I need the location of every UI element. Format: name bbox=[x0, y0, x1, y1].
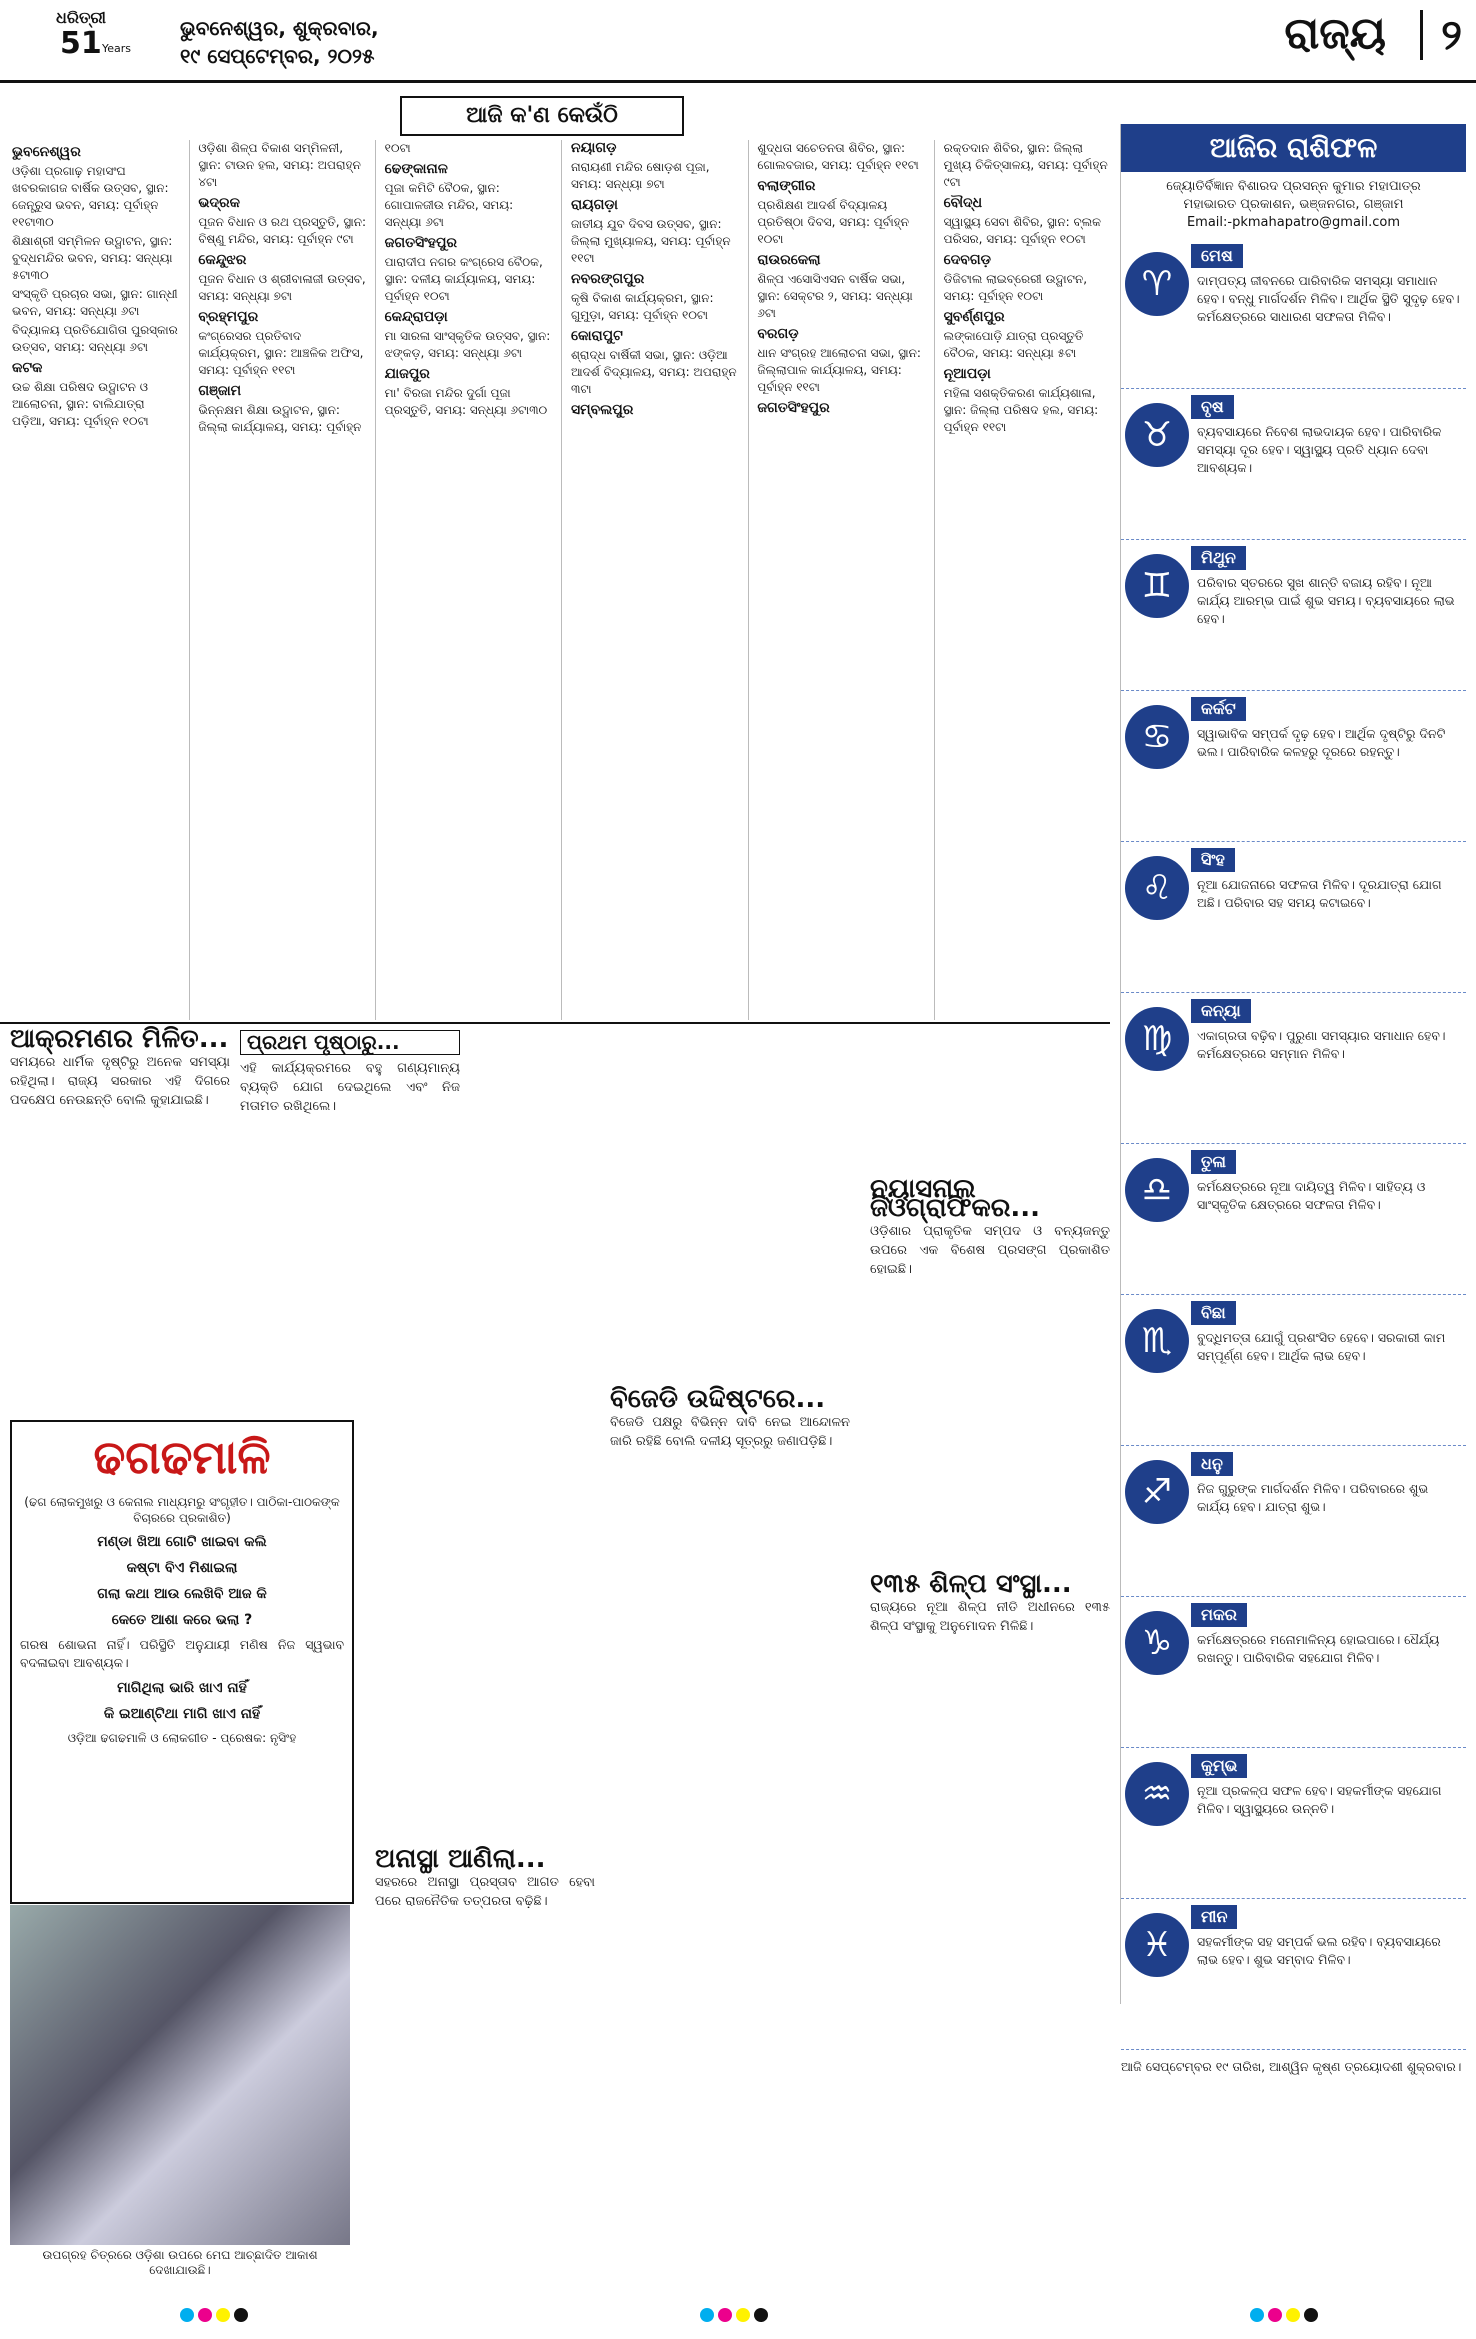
event-city-heading: କଟକ bbox=[12, 360, 43, 376]
rashi-prediction: ସ୍ୱାଭାବିକ ସମ୍ପର୍କ ଦୃଢ଼ ହେବ। ଆର୍ଥିକ ଦୃଷ୍ଟିରୁ ଦିନଟି ଭଲ। ପାରିବାରିକ କଳହରୁ ଦୂରରେ ରହନ୍ତୁ। bbox=[1197, 726, 1446, 759]
registration-dot bbox=[700, 2308, 714, 2322]
rashi-sign bbox=[1121, 842, 1466, 993]
rashi-sign bbox=[1121, 1446, 1466, 1597]
event-item: ନାରାୟଣୀ ମନ୍ଦିର ଷୋଡ଼ଶ ପୂଜା, ସମୟ: ସନ୍ଧ୍ୟା ୭ଟା bbox=[570, 160, 710, 191]
event-city-heading: ବଲାଙ୍ଗୀର bbox=[757, 178, 816, 194]
dateline-date: ୧୯ ସେପ୍ଟେମ୍ବର, ୨୦୨୫ bbox=[180, 44, 375, 68]
event-city-heading: ଜଗତସିଂହପୁର bbox=[384, 235, 458, 251]
event-item: ମହିଳା ସଶକ୍ତିକରଣ କାର୍ଯ୍ୟଶାଳା, ସ୍ଥାନ: ଜିଲ୍ଲା ପରିଷଦ ହଲ, ସମୟ: ପୂର୍ବାହ୍ନ ୧୧ଟା bbox=[943, 386, 1099, 434]
logo-name: ଧରିତ୍ରୀ bbox=[56, 8, 106, 27]
event-city-heading: ଦେବଗଡ଼ bbox=[943, 252, 991, 268]
rashi-name: ମିଥୁନ bbox=[1191, 546, 1246, 570]
rashi-prediction: ପରିବାର ସ୍ତରରେ ସୁଖ ଶାନ୍ତି ବଜାୟ ରହିବ। ନୂଆ କାର୍ଯ୍ୟ ଆରମ୍ଭ ପାଇଁ ଶୁଭ ସମୟ। ବ୍ୟବସାୟରେ ଲାଭ ହେବ। bbox=[1197, 575, 1455, 626]
rashi-prediction: ଦାମ୍ପତ୍ୟ ଜୀବନରେ ପାରିବାରିକ ସମସ୍ୟା ସମାଧାନ ହେବ। ବନ୍ଧୁ ମାର୍ଗଦର୍ଶନ ମିଳିବ। ଆର୍ଥିକ ସ୍ଥିତି ସୁଦୃଢ଼ ହେବ। କର୍ମକ୍ଷେତ୍ରରେ ସାଧାରଣ ସଫଳତା ମିଳିବ। bbox=[1197, 273, 1460, 324]
page-number: ୨ bbox=[1420, 10, 1462, 60]
event-city-heading: ବ୍ରହ୍ମପୁର bbox=[198, 309, 259, 325]
weather-satellite-image bbox=[10, 1905, 350, 2245]
event-item: ଶିଳ୍ପ ଏସୋସିଏସନ ବାର୍ଷିକ ସଭା, ସ୍ଥାନ: ସେକ୍ଟର ୨, ସମୟ: ସନ୍ଧ୍ୟା ୬ଟା bbox=[757, 272, 913, 320]
event-item: ଭିନ୍ନକ୍ଷମ ଶିକ୍ଷା ଉଦ୍ଘାଟନ, ସ୍ଥାନ: ଜିଲ୍ଲା କାର୍ଯ୍ୟାଳୟ, ସମୟ: ପୂର୍ବାହ୍ନ ୧୦ଟା bbox=[198, 141, 411, 434]
registration-dot bbox=[180, 2308, 194, 2322]
event-item: କୃଷି ବିକାଶ କାର୍ଯ୍ୟକ୍ରମ, ସ୍ଥାନ: ଗୁମୁଡ଼ା, ସମୟ: ପୂର୍ବାହ୍ନ ୧୦ଟା bbox=[570, 291, 714, 322]
rashifal-author-name: ଜ୍ୟୋତିର୍ବିଜ୍ଞାନ ବିଶାରଦ ପ୍ରସନ୍ନ କୁମାର ମହାପାତ୍ର bbox=[1166, 179, 1421, 194]
zodiac-icon: ♍ bbox=[1125, 1007, 1189, 1071]
story-body: ଏହି କାର୍ଯ୍ୟକ୍ରମରେ ବହୁ ଗଣ୍ୟମାନ୍ୟ ବ୍ୟକ୍ତି ଯୋଗ ଦେଇଥିଲେ ଏବଂ ନିଜ ମତାମତ ରଖିଥିଲେ। bbox=[240, 1061, 460, 1114]
event-item: ଶ୍ରାଦ୍ଧ ବାର୍ଷିକୀ ସଭା, ସ୍ଥାନ: ଓଡ଼ିଆ ଆଦର୍ଶ ବିଦ୍ୟାଳୟ, ସମୟ: ଅପରାହ୍ନ ୩ଟା bbox=[570, 348, 737, 396]
story-headline: ବିଜେଡି ଉଦ୍ଦିଷ୍ଟରେ... bbox=[610, 1384, 826, 1414]
event-item: ମା' ବିରଜା ମନ୍ଦିର ଦୁର୍ଗା ପୂଜା ପ୍ରସ୍ତୁତି, ସମୟ: ସନ୍ଧ୍ୟା ୬ଟା୩୦ bbox=[384, 386, 548, 417]
registration-dot bbox=[736, 2308, 750, 2322]
rashi-prediction: ସହକର୍ମୀଙ୍କ ସହ ସମ୍ପର୍କ ଭଲ ରହିବ। ବ୍ୟବସାୟରେ ଲାଭ ହେବ। ଶୁଭ ସମ୍ବାଦ ମିଳିବ। bbox=[1197, 1934, 1441, 1967]
rashi-sign bbox=[1121, 1295, 1466, 1446]
rashi-name: ସିଂହ bbox=[1191, 848, 1235, 872]
event-item: ସଂସ୍କୃତି ପ୍ରଚାର ସଭା, ସ୍ଥାନ: ଗାନ୍ଧୀ ଭବନ, ସମୟ: ସନ୍ଧ୍ୟା ୬ଟା bbox=[12, 287, 178, 318]
event-city-heading: ସମ୍ବଲପୁର bbox=[570, 402, 634, 418]
event-city-heading: ବୌଦ୍ଧ bbox=[943, 195, 983, 211]
registration-dot bbox=[216, 2308, 230, 2322]
rashi-name: ମୀନ bbox=[1191, 1905, 1237, 1929]
dhaga-explanation: ଗରଷ ଶୋଭନା ନାହିଁ। ପରିସ୍ଥିତି ଅନୁଯାୟୀ ମଣିଷ ନିଜ ସ୍ୱଭାବ ବଦଳାଇବା ଆବଶ୍ୟକ। bbox=[20, 1637, 344, 1670]
event-city-heading: ଢେଙ୍କାନାଳ bbox=[384, 161, 448, 177]
event-item: ଉଚ୍ଚ ଶିକ୍ଷା ପରିଷଦ ଉଦ୍ଘାଟନ ଓ ଆଲୋଚନା, ସ୍ଥାନ: ବାଲିଯାତ୍ରା ପଡ଼ିଆ, ସମୟ: ପୂର୍ବାହ୍ନ ୧୦ଟା bbox=[12, 380, 149, 428]
story-body: ସମୟରେ ଧାର୍ମିକ ଦୃଷ୍ଟିରୁ ଅନେକ ସମସ୍ୟା ରହିଥିଲା। ରାଜ୍ୟ ସରକାର ଏହି ଦିଗରେ ପଦକ୍ଷେପ ନେଉଛନ୍ତି ବୋଲି କୁହାଯାଇଛି। bbox=[10, 1055, 230, 1108]
zodiac-icon: ♐ bbox=[1125, 1460, 1189, 1524]
story-headline: ଅନାସ୍ଥା ଆଣିଲା... bbox=[375, 1844, 546, 1874]
rashi-sign bbox=[1121, 1144, 1466, 1295]
event-city-heading: ନବରଙ୍ଗପୁର bbox=[570, 271, 645, 287]
registration-dot bbox=[718, 2308, 732, 2322]
zodiac-icon: ♉ bbox=[1125, 403, 1189, 467]
rashi-prediction: ବୁଦ୍ଧିମତ୍ତା ଯୋଗୁଁ ପ୍ରଶଂସିତ ହେବେ। ସରକାରୀ କାମ ସମ୍ପୂର୍ଣ୍ଣ ହେବ। ଆର୍ଥିକ ଲାଭ ହେବ। bbox=[1197, 1330, 1446, 1363]
zodiac-icon: ♈ bbox=[1125, 252, 1189, 316]
rashi-sign bbox=[1121, 993, 1466, 1144]
dhaga-dhamali-subtitle: (ଢଗ ଲୋକମୁଖରୁ ଓ କେନାଲ ମାଧ୍ୟମରୁ ସଂଗୃହୀତ। ପାଠିକା-ପାଠକଙ୍କ ବିଚାରରେ ପ୍ରକାଶିତ) bbox=[24, 1495, 340, 1525]
event-item: ଓଡ଼ିଶା ଶିଳ୍ପ ବିକାଶ ସମ୍ମିଳନୀ, ସ୍ଥାନ: ଟାଉନ ହଲ, ସମୟ: ଅପରାହ୍ନ ୪ଟା bbox=[198, 141, 361, 189]
event-item: ରକ୍ତଦାନ ଶିବିର, ସ୍ଥାନ: ଜିଲ୍ଲା ମୁଖ୍ୟ ଚିକିତ୍ସାଳୟ, ସମୟ: ପୂର୍ବାହ୍ନ ୯ଟା bbox=[943, 141, 1108, 189]
event-city-heading: ରାଉରକେଲା bbox=[757, 252, 821, 268]
event-city-heading: ଜଗତସିଂହପୁର bbox=[757, 400, 830, 416]
logo-years-number: 51 bbox=[60, 26, 102, 61]
rashi-name: ବିଛା bbox=[1191, 1301, 1236, 1325]
event-item: ବିଦ୍ୟାଳୟ ପ୍ରତିଯୋଗିତା ପୁରସ୍କାର ଉତ୍ସବ, ସମୟ: ସନ୍ଧ୍ୟା ୬ଟା bbox=[12, 323, 178, 354]
dhaga-line-2: କଷ୍ଟା ବିଏ ମିଶାଇଲା bbox=[126, 1560, 238, 1576]
dhaga-line-5: ମାଗିଥିଲା ଭାରି ଖାଏ ନାହିଁ bbox=[117, 1680, 247, 1696]
event-city-heading: ବରଗଡ଼ bbox=[757, 326, 799, 342]
story-bjd bbox=[610, 1384, 850, 1451]
story-headline: ଆକ୍ରମଣର ମିଳିତ... bbox=[10, 1024, 229, 1054]
events-banner: ଆଜି କ'ଣ କେଉଁଠି bbox=[400, 96, 684, 136]
dhaga-dhamali-box bbox=[10, 1420, 354, 1904]
event-city-heading: ଭୁବନେଶ୍ୱର bbox=[12, 144, 81, 160]
zodiac-icon: ♌ bbox=[1125, 856, 1189, 920]
event-item: ପାରାଦୀପ ନଗର କଂଗ୍ରେସ ବୈଠକ, ସ୍ଥାନ: ଦଳୀୟ କାର୍ଯ୍ୟାଳୟ, ସମୟ: ପୂର୍ବାହ୍ନ ୧୦ଟା bbox=[384, 255, 543, 303]
rashi-prediction: ନିଜ ଗୁରୁଙ୍କ ମାର୍ଗଦର୍ଶନ ମିଳିବ। ପରିବାରରେ ଶୁଭ କାର୍ଯ୍ୟ ହେବ। ଯାତ୍ରା ଶୁଭ। bbox=[1197, 1481, 1429, 1514]
rashi-prediction: ନୂଆ ଯୋଜନାରେ ସଫଳତା ମିଳିବ। ଦୂରଯାତ୍ରା ଯୋଗ ଅଛି। ପରିବାର ସହ ସମୟ କଟାଇବେ। bbox=[1197, 877, 1442, 910]
zodiac-icon: ♒ bbox=[1125, 1762, 1189, 1826]
newspaper-logo bbox=[20, 6, 170, 70]
event-city-heading: ଯାଜପୁର bbox=[384, 366, 430, 382]
event-city-heading: କୋରାପୁଟ bbox=[570, 328, 623, 344]
rashi-prediction: ଏକାଗ୍ରତା ବଢ଼ିବ। ପୁରୁଣା ସମସ୍ୟାର ସମାଧାନ ହେବ। କର୍ମକ୍ଷେତ୍ରରେ ସମ୍ମାନ ମିଳିବ। bbox=[1197, 1028, 1446, 1061]
event-item: ମା ସାରଳା ସାଂସ୍କୃତିକ ଉତ୍ସବ, ସ୍ଥାନ: ଝଙ୍କଡ଼, ସମୟ: ସନ୍ଧ୍ୟା ୬ଟା bbox=[384, 329, 551, 360]
event-city-heading: ନୟାଗଡ଼ bbox=[570, 140, 617, 156]
masthead bbox=[0, 0, 1476, 80]
rashi-name: କନ୍ୟା bbox=[1191, 999, 1251, 1023]
event-item: ଜାତୀୟ ଯୁବ ଦିବସ ଉତ୍ସବ, ସ୍ଥାନ: ଜିଲ୍ଲା ମୁଖ୍ୟାଳୟ, ସମୟ: ପୂର୍ବାହ୍ନ ୧୧ଟା bbox=[570, 217, 731, 265]
masthead-rule bbox=[0, 80, 1476, 83]
event-item: ସ୍ୱାସ୍ଥ୍ୟ ସେବା ଶିବିର, ସ୍ଥାନ: ବ୍ଲକ ପରିସର, ସମୟ: ପୂର୍ବାହ୍ନ ୧୦ଟା bbox=[943, 215, 1102, 246]
story-body: ସହରରେ ଅନାସ୍ଥା ପ୍ରସ୍ତାବ ଆଗତ ହେବା ପରେ ରାଜନୈତିକ ତତ୍ପରତା ବଢ଼ିଛି। bbox=[375, 1875, 595, 1909]
registration-dot bbox=[1304, 2308, 1318, 2322]
rashi-name: କୁମ୍ଭ bbox=[1191, 1754, 1247, 1778]
rashi-name: ଧନୁ bbox=[1191, 1452, 1233, 1476]
event-item: ପୂଜନ ବିଧାନ ଓ ଶ୍ରୀବାଳାଜୀ ଉତ୍ସବ, ସମୟ: ସନ୍ଧ୍ୟା ୭ଟା bbox=[198, 272, 366, 303]
rashifal-author-org: ମହାଭାରତ ପ୍ରକାଶନ, ଭଞ୍ଜନଗର, ଗଞ୍ଜାମ bbox=[1183, 197, 1404, 212]
rashi-name: ମକର bbox=[1191, 1603, 1247, 1627]
rashi-sign bbox=[1121, 238, 1466, 389]
rashi-sign bbox=[1121, 1748, 1466, 1899]
story-industries bbox=[870, 1569, 1110, 1636]
weather-caption: ଉପଗ୍ରହ ଚିତ୍ରରେ ଓଡ଼ିଶା ଉପରେ ମେଘ ଆଚ୍ଛାଦିତ ଆକାଶ ଦେଖାଯାଉଛି। bbox=[42, 2248, 318, 2277]
zodiac-icon: ♏ bbox=[1125, 1309, 1189, 1373]
story-body: ଓଡ଼ିଶାର ପ୍ରାକୃତିକ ସମ୍ପଦ ଓ ବନ୍ୟଜନ୍ତୁ ଉପରେ ଏକ ବିଶେଷ ପ୍ରସଙ୍ଗ ପ୍ରକାଶିତ ହୋଇଛି। bbox=[870, 1224, 1110, 1277]
event-city-heading: କେନ୍ଦ୍ରାପଡ଼ା bbox=[384, 309, 448, 325]
story-headline: ୧୩୫ ଶିଳ୍ପ ସଂସ୍ଥା... bbox=[870, 1569, 1072, 1599]
panchang: ଆଜି ସେପ୍ଟେମ୍ବର ୧୯ ତାରିଖ, ଆଶ୍ୱିନ କୃଷ୍ଣ ତ୍ରୟୋଦଶୀ ଶୁକ୍ରବାର। bbox=[1121, 2059, 1462, 2074]
zodiac-icon: ♓ bbox=[1125, 1913, 1189, 1977]
event-item: ଓଡ଼ିଶା ପ୍ରଗାଢ଼ ମହାସଂଘ ଖବରକାଗଜ ବାର୍ଷିକ ଉତ୍ସବ, ସ୍ଥାନ: ଜେନ୍ତ୍ରୁସ ଭବନ, ସମୟ: ପୂର୍ବାହ୍ନ ୧୧ଟା୩୦ bbox=[12, 164, 169, 229]
dhaga-credit: ଓଡ଼ିଆ ଢଗଢମାଳି ଓ ଲୋକଗୀତ - ପ୍ରେଷକ: ନୃସିଂହ bbox=[67, 1731, 297, 1745]
event-city-heading: ନୂଆପଡ଼ା bbox=[943, 366, 991, 382]
zodiac-icon: ♊ bbox=[1125, 554, 1189, 618]
zodiac-icon: ♑ bbox=[1125, 1611, 1189, 1675]
event-city-heading: ରାୟଗଡ଼ା bbox=[570, 197, 618, 213]
rashi-name: ମେଷ bbox=[1191, 244, 1243, 268]
section-title: ରାଜ୍ୟ bbox=[1284, 8, 1386, 59]
dateline bbox=[180, 14, 520, 70]
rashifal-title: ଆଜିର ରାଶିଫଳ bbox=[1121, 124, 1466, 172]
rashi-prediction: ନୂଆ ପ୍ରକଳ୍ପ ସଫଳ ହେବ। ସହକର୍ମୀଙ୍କ ସହଯୋଗ ମିଳିବ। ସ୍ୱାସ୍ଥ୍ୟରେ ଉନ୍ନତି। bbox=[1197, 1783, 1442, 1816]
registration-dot bbox=[754, 2308, 768, 2322]
rashi-sign bbox=[1121, 389, 1466, 540]
rashifal-panel bbox=[1120, 124, 1466, 2074]
story-front-page bbox=[240, 1030, 460, 1116]
story-headline: ପ୍ରଥମ ପୃଷ୍ଠାରୁ... bbox=[240, 1030, 460, 1055]
dateline-place-day: ଭୁବନେଶ୍ୱର, ଶୁକ୍ରବାର, bbox=[180, 16, 379, 40]
event-city-heading: ଭଦ୍ରକ bbox=[198, 195, 240, 211]
story-natgeo bbox=[870, 1174, 1110, 1279]
event-item: ପୂଜା କମିଟି ବୈଠକ, ସ୍ଥାନ: ଗୋପାଳଜୀଉ ମନ୍ଦିର, ସମୟ: ସନ୍ଧ୍ୟା ୬ଟା bbox=[384, 181, 514, 229]
rashi-name: କର୍କଟ bbox=[1191, 697, 1246, 721]
rashi-sign bbox=[1121, 540, 1466, 691]
registration-dot bbox=[234, 2308, 248, 2322]
event-item: ଶୁଦ୍ଧତା ସଚେତନତା ଶିବିର, ସ୍ଥାନ: ଗୋଲବଜାର, ସମୟ: ପୂର୍ବାହ୍ନ ୧୧ଟା bbox=[757, 141, 919, 172]
dhaga-line-3: ଗଲା କଥା ଆଉ ଲେଖିବି ଆଜ କି bbox=[97, 1586, 267, 1602]
rashifal-signs bbox=[1121, 238, 1466, 2050]
event-item: ଡିଜିଟାଲ ଲାଇବ୍ରେରୀ ଉଦ୍ଘାଟନ, ସମୟ: ପୂର୍ବାହ୍ନ ୧୦ଟା bbox=[943, 272, 1088, 303]
event-item: ପ୍ରଶିକ୍ଷଣ ଆଦର୍ଶ ବିଦ୍ୟାଳୟ ପ୍ରତିଷ୍ଠା ଦିବସ, ସମୟ: ପୂର୍ବାହ୍ନ ୧୦ଟା bbox=[757, 198, 909, 246]
dhaga-line-6: କି ଇଆଣ୍ଟିଥା ମାଗି ଖାଏ ନାହିଁ bbox=[103, 1706, 261, 1722]
rashi-name: ତୁଳା bbox=[1191, 1150, 1236, 1174]
print-registration-marks bbox=[0, 2300, 1476, 2330]
zodiac-icon: ♋ bbox=[1125, 705, 1189, 769]
rashi-name: ବୃଷ bbox=[1191, 395, 1234, 419]
event-item: ପୂଜନ ବିଧାନ ଓ ରଥ ପ୍ରସ୍ତୁତି, ସ୍ଥାନ: ବିଷ୍ଣୁ ମନ୍ଦିର, ସମୟ: ପୂର୍ବାହ୍ନ ୯ଟା bbox=[198, 215, 367, 246]
registration-dot bbox=[1286, 2308, 1300, 2322]
registration-dot bbox=[1250, 2308, 1264, 2322]
registration-dot bbox=[198, 2308, 212, 2322]
rashi-sign bbox=[1121, 1597, 1466, 1748]
story-body: ବିଜେଡି ପକ୍ଷରୁ ବିଭିନ୍ନ ଦାବି ନେଇ ଆନ୍ଦୋଳନ ଜାରି ରହିଛି ବୋଲି ଦଳୀୟ ସୂତ୍ରରୁ ଜଣାପଡ଼ିଛି। bbox=[610, 1415, 850, 1449]
story-no-confidence bbox=[375, 1844, 595, 1911]
rashi-prediction: କର୍ମକ୍ଷେତ୍ରରେ ନୂଆ ଦାୟିତ୍ୱ ମିଳିବ। ସାହିତ୍ୟ ଓ ସାଂସ୍କୃତିକ କ୍ଷେତ୍ରରେ ସଫଳତା ମିଳିବ। bbox=[1197, 1179, 1426, 1212]
dhaga-line-1: ମଣ୍ଡା ଖିଆ ଗୋଟି ଖାଇବା କଲି bbox=[97, 1534, 267, 1550]
event-item: ଧାନ ସଂଗ୍ରହ ଆଲୋଚନା ସଭା, ସ୍ଥାନ: ଜିଲ୍ଲାପାଳ କାର୍ଯ୍ୟାଳୟ, ସମୟ: ପୂର୍ବାହ୍ନ ୧୧ଟା bbox=[757, 346, 921, 394]
event-item: ଶିକ୍ଷାଶ୍ରୀ ସମ୍ମିଳନ ଉଦ୍ଘାଟନ, ସ୍ଥାନ: ବୁଦ୍ଧମନ୍ଦିର ଭବନ, ସମୟ: ସନ୍ଧ୍ୟା ୫ଟା୩୦ bbox=[12, 234, 173, 282]
event-item: କଂଗ୍ରେସର ପ୍ରତିବାଦ କାର୍ଯ୍ୟକ୍ରମ, ସ୍ଥାନ: ଆଞ୍ଚଳିକ ଅଫିସ, ସମୟ: ପୂର୍ବାହ୍ନ ୧୧ଟା bbox=[198, 329, 364, 377]
story-body: ରାଜ୍ୟରେ ନୂଆ ଶିଳ୍ପ ନୀତି ଅଧୀନରେ ୧୩୫ ଶିଳ୍ପ ସଂସ୍ଥାକୁ ଅନୁମୋଦନ ମିଳିଛି। bbox=[870, 1600, 1110, 1634]
dhaga-dhamali-title: ଢଗଢମାଳି bbox=[93, 1430, 271, 1484]
rashi-prediction: କର୍ମକ୍ଷେତ୍ରରେ ମନୋମାଳିନ୍ୟ ହୋଇପାରେ। ଧୈର୍ଯ୍ୟ ରଖନ୍ତୁ। ପାରିବାରିକ ସହଯୋଗ ମିଳିବ। bbox=[1197, 1632, 1440, 1665]
events-listing bbox=[12, 140, 1112, 1020]
rashi-prediction: ବ୍ୟବସାୟରେ ନିବେଶ ଲାଭଦାୟକ ହେବ। ପାରିବାରିକ ସମସ୍ୟା ଦୂର ହେବ। ସ୍ୱାସ୍ଥ୍ୟ ପ୍ରତି ଧ୍ୟାନ ଦେବା ଆବଶ୍ୟକ। bbox=[1197, 424, 1442, 475]
rashifal-author bbox=[1121, 178, 1466, 232]
rashi-sign bbox=[1121, 691, 1466, 842]
rashifal-email: Email:-pkmahapatro@gmail.com bbox=[1186, 215, 1401, 230]
event-city-heading: କେନ୍ଦୁଝର bbox=[198, 252, 247, 268]
story-akramana bbox=[10, 1024, 230, 1110]
story-headline: ନ୍ୟାସନାଲ ଜିଓଗ୍ରାଫିକର... bbox=[870, 1174, 1041, 1223]
event-city-heading: ଗଞ୍ଜାମ bbox=[198, 383, 242, 399]
event-city-heading: ସୁବର୍ଣ୍ଣପୁର bbox=[943, 309, 1005, 325]
rashi-sign bbox=[1121, 1899, 1466, 2050]
dhaga-line-4: କେତେ ଆଶା କରେ ଭଲା ? bbox=[111, 1612, 253, 1628]
zodiac-icon: ♎ bbox=[1125, 1158, 1189, 1222]
event-item: ଲଙ୍କାପୋଡ଼ି ଯାତ୍ରା ପ୍ରସ୍ତୁତି ବୈଠକ, ସମୟ: ସନ୍ଧ୍ୟା ୫ଟା bbox=[943, 329, 1084, 360]
logo-years-label: Years bbox=[102, 42, 132, 55]
registration-dot bbox=[1268, 2308, 1282, 2322]
